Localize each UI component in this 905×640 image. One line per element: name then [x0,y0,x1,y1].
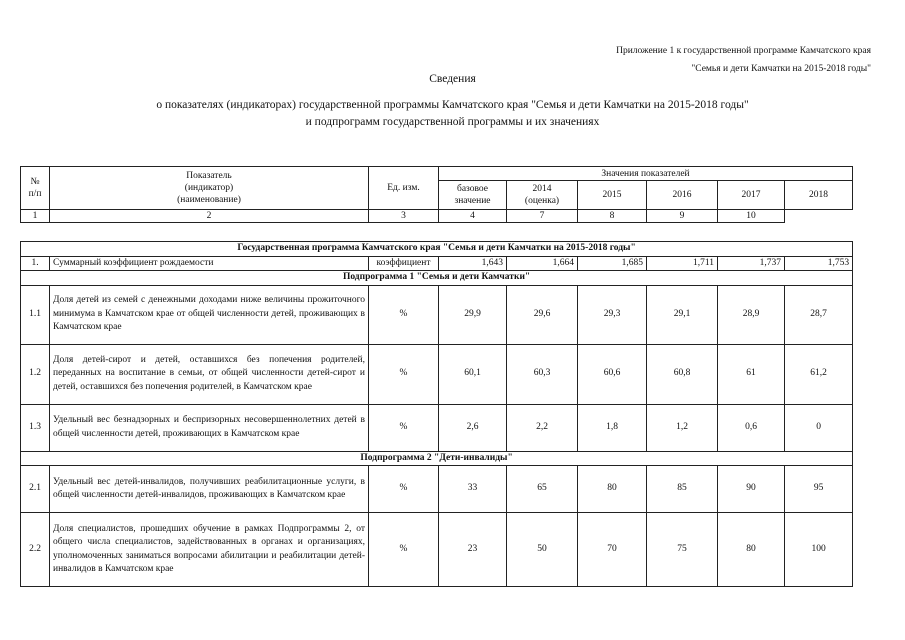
program-title: Государственная программа Камчатского края "Семья и дети Камчатки на 2015-2018 годы" [21,242,853,257]
row-value: 80 [578,466,647,513]
row-unit: % [369,466,439,513]
row-num: 1.3 [21,404,50,451]
header-num: № п/п [21,167,50,210]
row-value: 28,7 [785,285,853,344]
col-number: 8 [578,210,647,223]
row-value: 60,1 [439,344,507,404]
header-year: 2017 [718,181,785,210]
subprogram-title: Подпрограмма 2 "Дети-инвалиды" [21,451,853,466]
document-subtitle [0,97,905,131]
document-title: Сведения [429,73,476,85]
indicators-table [20,241,853,587]
header-unit: Ед. изм. [369,167,439,210]
header-indicator-line: Показатель [186,171,232,181]
row-value: 0 [785,404,853,451]
row-num: 1.2 [21,344,50,404]
subprogram-title: Подпрограмма 1 "Семья и дети Камчатки" [21,271,853,286]
row-num: 1. [21,256,50,271]
row-indicator: Суммарный коэффициент рождаемости [50,256,369,271]
row-value: 61 [718,344,785,404]
row-value: 50 [507,513,578,587]
col-number: 3 [369,210,439,223]
row-value: 1,737 [718,256,785,271]
row-value: 1,643 [439,256,507,271]
col-number: 4 [439,210,507,223]
row-unit: % [369,285,439,344]
row-value: 75 [647,513,718,587]
row-unit: коэффициент [369,256,439,271]
header-2014-line: (оценка) [524,196,560,206]
row-value: 1,2 [647,404,718,451]
row-value: 29,9 [439,285,507,344]
row-value: 23 [439,513,507,587]
row-value: 85 [647,466,718,513]
col-number: 9 [647,210,718,223]
header-indicator-line: (индикатор) [184,183,234,193]
row-value: 33 [439,466,507,513]
row-value: 65 [507,466,578,513]
row-value: 1,753 [785,256,853,271]
row-value: 2,6 [439,404,507,451]
col-number: 7 [507,210,578,223]
row-indicator: Удельный вес детей-инвалидов, получивших реабилитационные услуги, в общей численности детей-инвалидов, проживающих в Камчатском крае [50,466,369,513]
annex-line-2: "Семья и дети Камчатки на 2015-2018 годы" [691,64,871,74]
row-value: 100 [785,513,853,587]
row-unit: % [369,513,439,587]
row-value: 29,6 [507,285,578,344]
row-value: 1,8 [578,404,647,451]
row-value: 60,3 [507,344,578,404]
header-indicator-line: (наименование) [177,195,241,205]
row-num: 2.1 [21,466,50,513]
row-num: 1.1 [21,285,50,344]
header-base-line: значение [454,196,491,206]
row-value: 0,6 [718,404,785,451]
col-number: 2 [50,210,369,223]
header-indicator [50,167,369,210]
row-indicator: Доля специалистов, прошедших обучение в рамках Подпрограммы 2, от общего числа специалистов, задействованных в органах и организациях, уполномоченных заниматься вопросами абилитации и реабилитации детей-инвалидов в Камчатском крае [50,513,369,587]
row-value: 28,9 [718,285,785,344]
row-value: 70 [578,513,647,587]
header-values-title: Значения показателей [439,167,853,181]
row-unit: % [369,344,439,404]
row-value: 29,3 [578,285,647,344]
row-value: 60,8 [647,344,718,404]
header-2014 [507,181,578,210]
row-value: 90 [718,466,785,513]
row-value: 1,711 [647,256,718,271]
header-year: 2016 [647,181,718,210]
row-value: 95 [785,466,853,513]
row-indicator: Удельный вес безнадзорных и беспризорных несовершеннолетних детей в общей численности детей, проживающих в Камчатском крае [50,404,369,451]
subtitle-line-2: и подпрограмм государственной программы и их значениях [305,116,600,128]
col-number: 10 [718,210,785,223]
row-value: 61,2 [785,344,853,404]
header-base [439,181,507,210]
row-unit: % [369,404,439,451]
row-value: 2,2 [507,404,578,451]
header-2014-line: 2014 [532,184,552,194]
header-table [20,166,853,223]
subtitle-line-1: о показателях (индикаторах) государственной программы Камчатского края "Семья и дети Камчатки на 2015-2018 годы" [156,99,749,111]
header-year: 2015 [578,181,647,210]
annex-line-1: Приложение 1 к государственной программе Камчатского края [616,46,871,56]
header-year: 2018 [785,181,853,210]
col-number: 1 [21,210,50,223]
row-indicator: Доля детей-сирот и детей, оставшихся без попечения родителей, переданных на воспитание в семьи, от общей численности детей-сирот и детей, оставшихся без попечения родителей, в Камчатском крае [50,344,369,404]
row-value: 1,664 [507,256,578,271]
row-value: 1,685 [578,256,647,271]
row-indicator: Доля детей из семей с денежными доходами ниже величины прожиточного минимума в Камчатском крае от общей численности детей, проживающих в Камчатском крае [50,285,369,344]
row-value: 60,6 [578,344,647,404]
row-num: 2.2 [21,513,50,587]
header-base-line: базовое [456,184,488,194]
row-value: 80 [718,513,785,587]
row-value: 29,1 [647,285,718,344]
